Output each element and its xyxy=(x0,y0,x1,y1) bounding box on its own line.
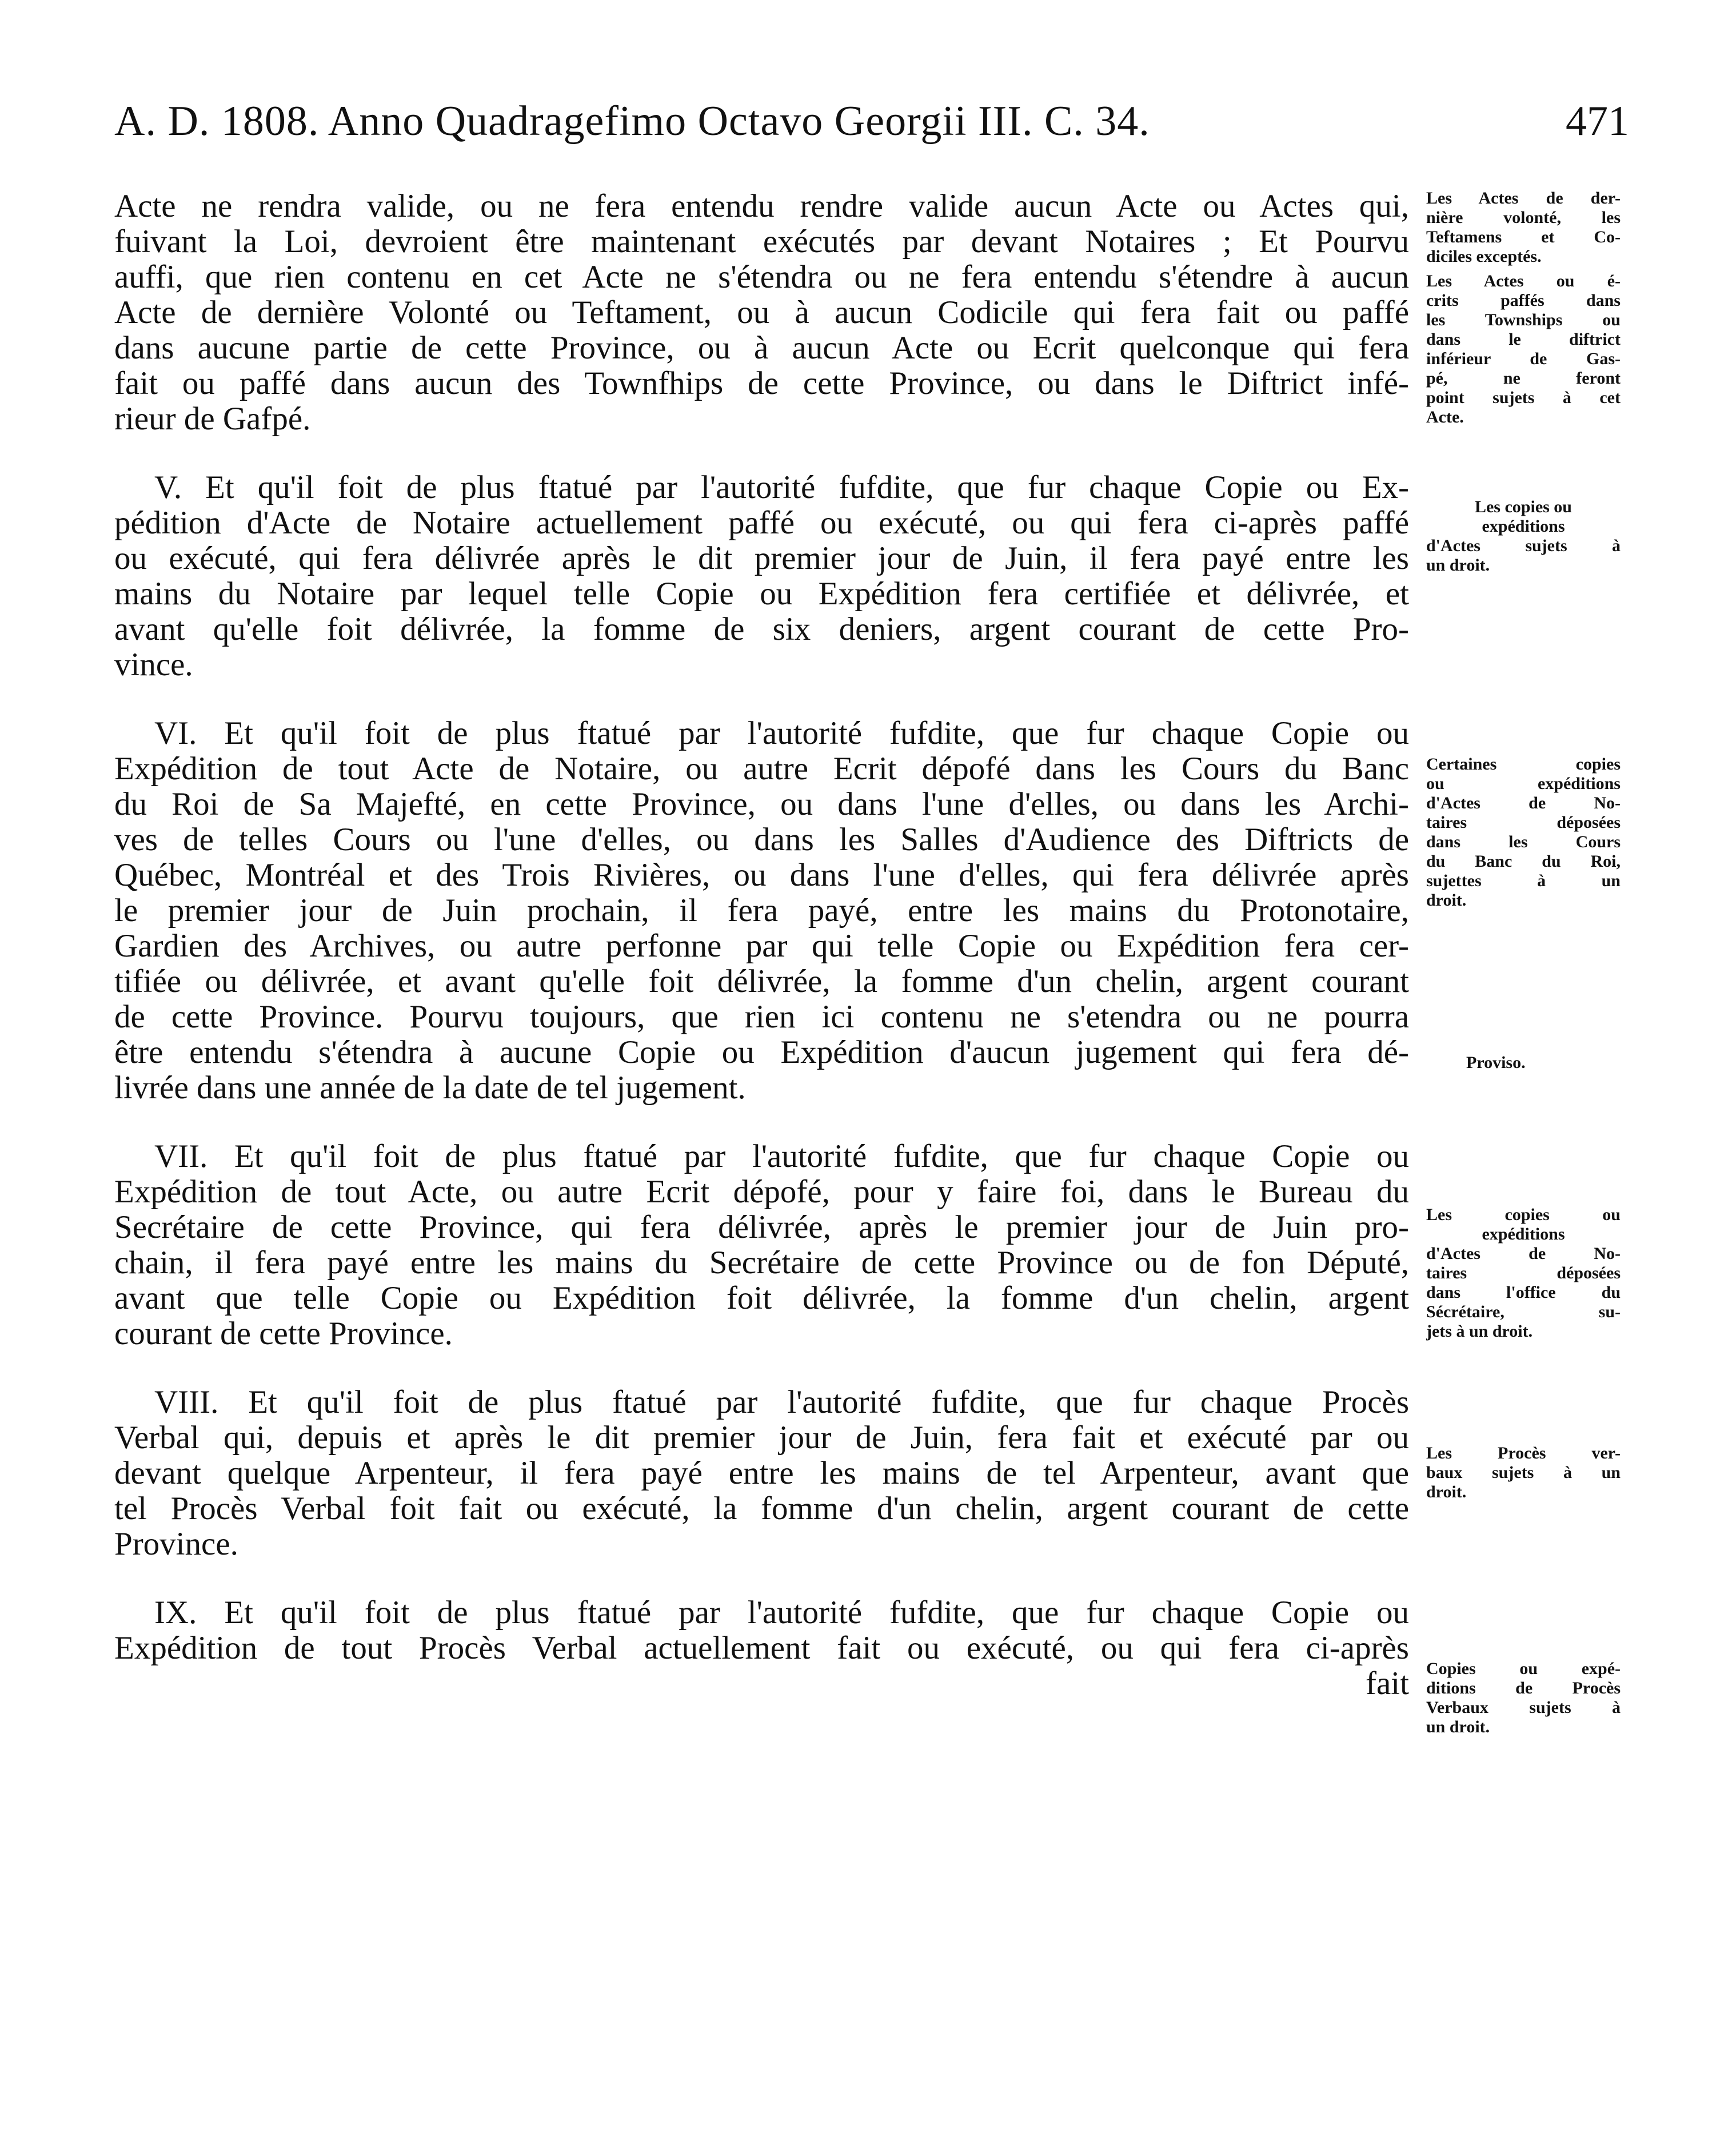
text-line: du Roi de Sa Majefté, en cette Province, ou dans l'une d'elles, ou dans les Archi- xyxy=(114,787,1409,822)
note-line: Les Actes ou é- xyxy=(1426,272,1621,290)
note-line: ou expéditions xyxy=(1426,774,1621,793)
note-line: Les copies ou xyxy=(1426,1205,1621,1224)
note-line: dans le diftrict xyxy=(1426,330,1621,349)
note-line: expéditions xyxy=(1482,1225,1565,1244)
text-line: VII. Et qu'il foit de plus ftatué par l'autorité fufdite, que fur chaque Copie ou xyxy=(154,1139,1409,1174)
note-line: taires déposées xyxy=(1426,813,1621,832)
note-line: Copies ou expé- xyxy=(1426,1659,1621,1678)
note-line: Teftamens et Co- xyxy=(1426,228,1621,246)
note-line: d'Actes de No- xyxy=(1426,794,1621,812)
note-line: inférieur de Gas- xyxy=(1426,349,1621,368)
note-line: droit. xyxy=(1426,1483,1467,1501)
text-line: devant quelque Arpenteur, il fera payé entre les mains de tel Arpenteur, avant que xyxy=(114,1456,1409,1491)
text-line: Acte ne rendra valide, ou ne fera entendu rendre valide aucun Acte ou Actes qui, xyxy=(114,189,1409,224)
note-line: dans l'office du xyxy=(1426,1283,1621,1302)
text-line: Expédition de tout Acte, ou autre Ecrit dépofé, pour y faire foi, dans le Bureau du xyxy=(114,1174,1409,1210)
note-line: ditions de Procès xyxy=(1426,1679,1621,1697)
running-header xyxy=(114,97,1629,160)
note-line: Les Actes de der- xyxy=(1426,189,1621,208)
catchword: fait xyxy=(1366,1666,1409,1701)
text-line: tel Procès Verbal foit fait ou exécuté, la fomme d'un chelin, argent courant de cette xyxy=(114,1491,1409,1527)
note-line: baux sujets à un xyxy=(1426,1463,1621,1482)
text-line: fait ou paffé dans aucun des Townfhips de cette Province, ou dans le Diftrict infé- xyxy=(114,366,1409,401)
margin-note-actes-derniere-volonte xyxy=(1426,189,1621,266)
text-line: Expédition de tout Procès Verbal actuellement fait ou exécuté, ou qui fera ci-après xyxy=(114,1631,1409,1666)
paragraph-intro xyxy=(114,189,1409,437)
margin-note-secretaire xyxy=(1426,1205,1621,1341)
note-line: Sécrétaire, su- xyxy=(1426,1302,1621,1321)
paragraph-viii xyxy=(114,1385,1409,1562)
note-line: expéditions xyxy=(1482,517,1565,536)
text-line: Acte de dernière Volonté ou Teftament, ou à aucun Codicile qui fera fait ou paffé xyxy=(114,295,1409,330)
text-line: rieur de Gafpé. xyxy=(114,401,311,437)
header-title: A. D. 1808. Anno Quadragefimo Octavo Georgii III. C. 34. xyxy=(114,98,1150,145)
text-line: VIII. Et qu'il foit de plus ftatué par l'autorité fufdite, que fur chaque Procès xyxy=(154,1385,1409,1420)
note-line: Certaines copies xyxy=(1426,755,1621,774)
text-line: vince. xyxy=(114,647,193,683)
note-line: Les Procès ver- xyxy=(1426,1444,1621,1462)
note-line: jets à un droit. xyxy=(1426,1322,1533,1341)
text-line: avant que telle Copie ou Expédition foit délivrée, la fomme d'un chelin, argent xyxy=(114,1281,1409,1316)
note-line: Acte. xyxy=(1426,408,1464,427)
text-line: Secrétaire de cette Province, qui fera délivrée, après le premier jour de Juin pro- xyxy=(114,1210,1409,1245)
note-line: Verbaux sujets à xyxy=(1426,1698,1621,1717)
text-line: Québec, Montréal et des Trois Rivières, ou dans l'une d'elles, qui fera délivrée après xyxy=(114,858,1409,893)
note-line: Proviso. xyxy=(1466,1053,1526,1072)
body-text xyxy=(114,189,1409,1735)
paragraph-ix xyxy=(114,1595,1409,1701)
margin-note-copies-expeditions xyxy=(1426,497,1621,575)
margin-note-townships xyxy=(1426,272,1621,427)
text-line: dans aucune partie de cette Province, ou à aucun Acte ou Ecrit quelconque qui fera xyxy=(114,330,1409,366)
margin-note-banc-du-roi xyxy=(1426,755,1621,910)
text-line: ou exécuté, qui fera délivrée après le dit premier jour de Juin, il fera payé entre les xyxy=(114,541,1409,576)
page-number: 471 xyxy=(1566,98,1629,145)
margin-note-copies-proces xyxy=(1426,1659,1621,1737)
text-line: avant qu'elle foit délivrée, la fomme de six deniers, argent courant de cette Pro- xyxy=(114,612,1409,647)
note-line: dans les Cours xyxy=(1426,832,1621,851)
margin-note-proviso xyxy=(1426,1053,1621,1073)
text-line: Verbal qui, depuis et après le dit premier jour de Juin, fera fait et exécuté par ou xyxy=(114,1420,1409,1456)
note-line: un droit. xyxy=(1426,1717,1490,1736)
note-line: nière volonté, les xyxy=(1426,208,1621,227)
note-line: taires déposées xyxy=(1426,1264,1621,1282)
paragraph-vi xyxy=(114,716,1409,1106)
text-line: chain, il fera payé entre les mains du Secrétaire de cette Province ou de fon Député, xyxy=(114,1245,1409,1281)
text-line: VI. Et qu'il foit de plus ftatué par l'autorité fufdite, que fur chaque Copie ou xyxy=(154,716,1409,751)
text-line: fuivant la Loi, devroient être maintenant exécutés par devant Notaires ; Et Pourvu xyxy=(114,224,1409,260)
note-line: point sujets à cet xyxy=(1426,388,1621,407)
text-line: de cette Province. Pourvu toujours, que rien ici contenu ne s'etendra ou ne pourra xyxy=(114,999,1409,1035)
note-line: crits paffés dans xyxy=(1426,291,1621,310)
note-line: d'Actes de No- xyxy=(1426,1244,1621,1263)
text-line: Gardien des Archives, ou autre perfonne par qui telle Copie ou Expédition fera cer- xyxy=(114,928,1409,964)
text-line: V. Et qu'il foit de plus ftatué par l'autorité fufdite, que fur chaque Copie ou Ex- xyxy=(154,470,1409,505)
text-line: Province. xyxy=(114,1527,238,1562)
text-line: le premier jour de Juin prochain, il fera payé, entre les mains du Protonotaire, xyxy=(114,893,1409,928)
note-line: diciles exceptés. xyxy=(1426,247,1542,266)
text-line: pédition d'Acte de Notaire actuellement paffé ou exécuté, ou qui fera ci-après paffé xyxy=(114,505,1409,541)
text-line: livrée dans une année de la date de tel jugement. xyxy=(114,1070,746,1106)
text-line: courant de cette Province. xyxy=(114,1316,453,1352)
note-line: sujettes à un xyxy=(1426,871,1621,890)
text-line: IX. Et qu'il foit de plus ftatué par l'autorité fufdite, que fur chaque Copie ou xyxy=(154,1595,1409,1631)
text-line: ves de telles Cours ou l'une d'elles, ou dans les Salles d'Audience des Diftricts de xyxy=(114,822,1409,858)
note-line: droit. xyxy=(1426,891,1467,910)
paragraph-vii xyxy=(114,1139,1409,1352)
text-line: Expédition de tout Acte de Notaire, ou autre Ecrit dépofé dans les Cours du Banc xyxy=(114,751,1409,787)
note-line: d'Actes sujets à xyxy=(1426,536,1621,555)
note-line: du Banc du Roi, xyxy=(1426,852,1621,871)
note-line: les Townships ou xyxy=(1426,310,1621,329)
text-line: mains du Notaire par lequel telle Copie ou Expédition fera certifiée et délivrée, et xyxy=(114,576,1409,612)
text-line: être entendu s'étendra à aucune Copie ou Expédition d'aucun jugement qui fera dé- xyxy=(114,1035,1409,1070)
text-line: auffi, que rien contenu en cet Acte ne s'étendra ou ne fera entendu s'étendre à aucun xyxy=(114,260,1409,295)
text-line: tifiée ou délivrée, et avant qu'elle foit délivrée, la fomme d'un chelin, argent courant xyxy=(114,964,1409,999)
margin-note-proces-verbaux xyxy=(1426,1444,1621,1502)
note-line: pé, ne feront xyxy=(1426,369,1621,388)
note-line: un droit. xyxy=(1426,556,1490,575)
paragraph-v xyxy=(114,470,1409,683)
note-line: Les copies ou xyxy=(1474,497,1572,516)
